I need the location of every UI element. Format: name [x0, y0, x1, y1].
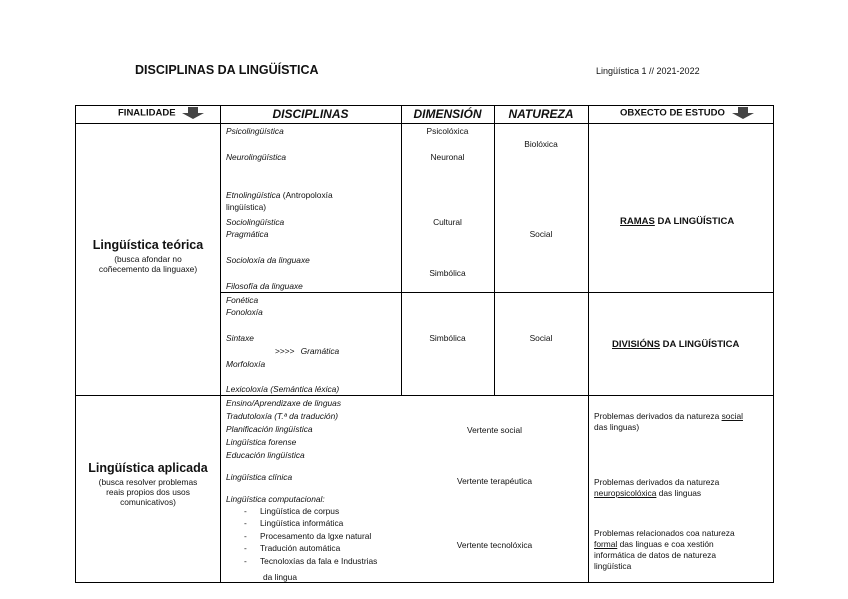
discipline-item: Fonética	[226, 295, 259, 305]
discipline-item: Sintaxe	[226, 333, 254, 343]
discipline-item: Lingüística forense	[226, 437, 297, 447]
aplicada-desc-2: reais propios dos usos	[106, 487, 190, 497]
discipline-item: Filosofía da linguaxe	[226, 281, 303, 291]
dimension-value: Simbólica	[429, 333, 466, 343]
discipline-item: Tradutoloxía (T.ª da tradución)	[226, 411, 339, 421]
aplicada-desc-3: comunicativos)	[120, 497, 176, 507]
vertente-value: Vertente social	[467, 425, 522, 435]
dimension-value: Neuronal	[430, 152, 465, 162]
discipline-item: Ensino/Aprendizaxe de linguas	[226, 398, 342, 408]
discipline-item: Lexicoloxía (Semántica léxica)	[226, 384, 340, 394]
list-item: - Lingüística de corpus	[226, 505, 377, 517]
list-item: - Procesamento da lgxe natural	[226, 530, 377, 542]
discipline-item: lingüística)	[226, 202, 267, 212]
discipline-item: Lingüística computacional:	[226, 494, 325, 504]
header-dimension: DIMENSIÓN	[413, 107, 482, 121]
aplicada-label: Lingüística aplicada	[88, 461, 208, 475]
discipline-item: Fonoloxía	[226, 307, 263, 317]
grammar-note: >>>> Gramática	[275, 346, 340, 356]
discipline-item: Sociolingüística	[226, 217, 285, 227]
teorica-label-block	[76, 238, 220, 274]
computational-subfields-list	[226, 505, 377, 567]
arrow-down-icon	[182, 107, 204, 119]
dimension-value: Cultural	[433, 217, 462, 227]
discipline-item: Psicolingüística	[226, 126, 284, 136]
list-item: - Tradución automática	[226, 542, 377, 554]
list-item: - Tecnoloxías da fala e Industrias	[226, 555, 377, 567]
discipline-item: Neurolingüística	[226, 152, 287, 162]
discipline-item: Educación lingüística	[226, 450, 305, 460]
discipline-item: Lingüística clínica	[226, 472, 293, 482]
natureza-value: Social	[529, 229, 553, 239]
obxecto-divisions: DIVISIÓNS DA LINGÜÍSTICA	[612, 339, 740, 350]
aplicada-label-block	[76, 461, 220, 507]
teorica-desc-1: (busca afondar no	[114, 254, 182, 264]
aplicada-desc-1: (busca resolver problemas	[98, 477, 198, 487]
natureza-value: Biolóxica	[524, 139, 558, 149]
vertente-value: Vertente tecnolóxica	[456, 540, 533, 550]
header-finalidade: FINALIDADE	[118, 107, 204, 119]
obxecto-problem-neuro: Problemas derivados da natureza neuropsicolóxica das linguas	[594, 477, 720, 498]
list-item: - Lingüística informática	[226, 517, 377, 529]
obxecto-problem-social: Problemas derivados da natureza social das linguas)	[594, 411, 743, 432]
document-title: DISCIPLINAS DA LINGÜÍSTICA	[135, 63, 319, 77]
header-disciplinas: DISCIPLINAS	[272, 107, 349, 121]
vertente-value: Vertente terapéutica	[457, 476, 532, 486]
teorica-desc-2: coñecemento da linguaxe)	[98, 264, 198, 274]
discipline-item: Pragmática	[226, 229, 269, 239]
dimension-value: Simbólica	[429, 268, 466, 278]
discipline-item: Etnolingüística (Antropoloxía	[226, 190, 333, 200]
header-obxecto: OBXECTO DE ESTUDO	[620, 107, 754, 119]
discipline-item: Planificación lingüística	[226, 424, 313, 434]
obxecto-ramas: RAMAS DA LINGÜÍSTICA	[620, 216, 735, 227]
discipline-item: Morfoloxía	[226, 359, 266, 369]
natureza-value: Social	[529, 333, 553, 343]
dimension-value: Psicolóxica	[426, 126, 469, 136]
header-natureza: NATUREZA	[508, 107, 574, 121]
list-item-continuation: da lingua	[263, 572, 297, 582]
discipline-item: Socioloxía da linguaxe	[226, 255, 310, 265]
course-label: Lingüística 1 // 2021-2022	[596, 66, 700, 76]
teorica-label: Lingüística teórica	[92, 238, 204, 252]
arrow-down-icon	[732, 107, 754, 119]
obxecto-problem-formal: Problemas relacionados coa natureza formal das linguas e coa xestión informática de datos de natureza lingüística	[594, 528, 735, 571]
